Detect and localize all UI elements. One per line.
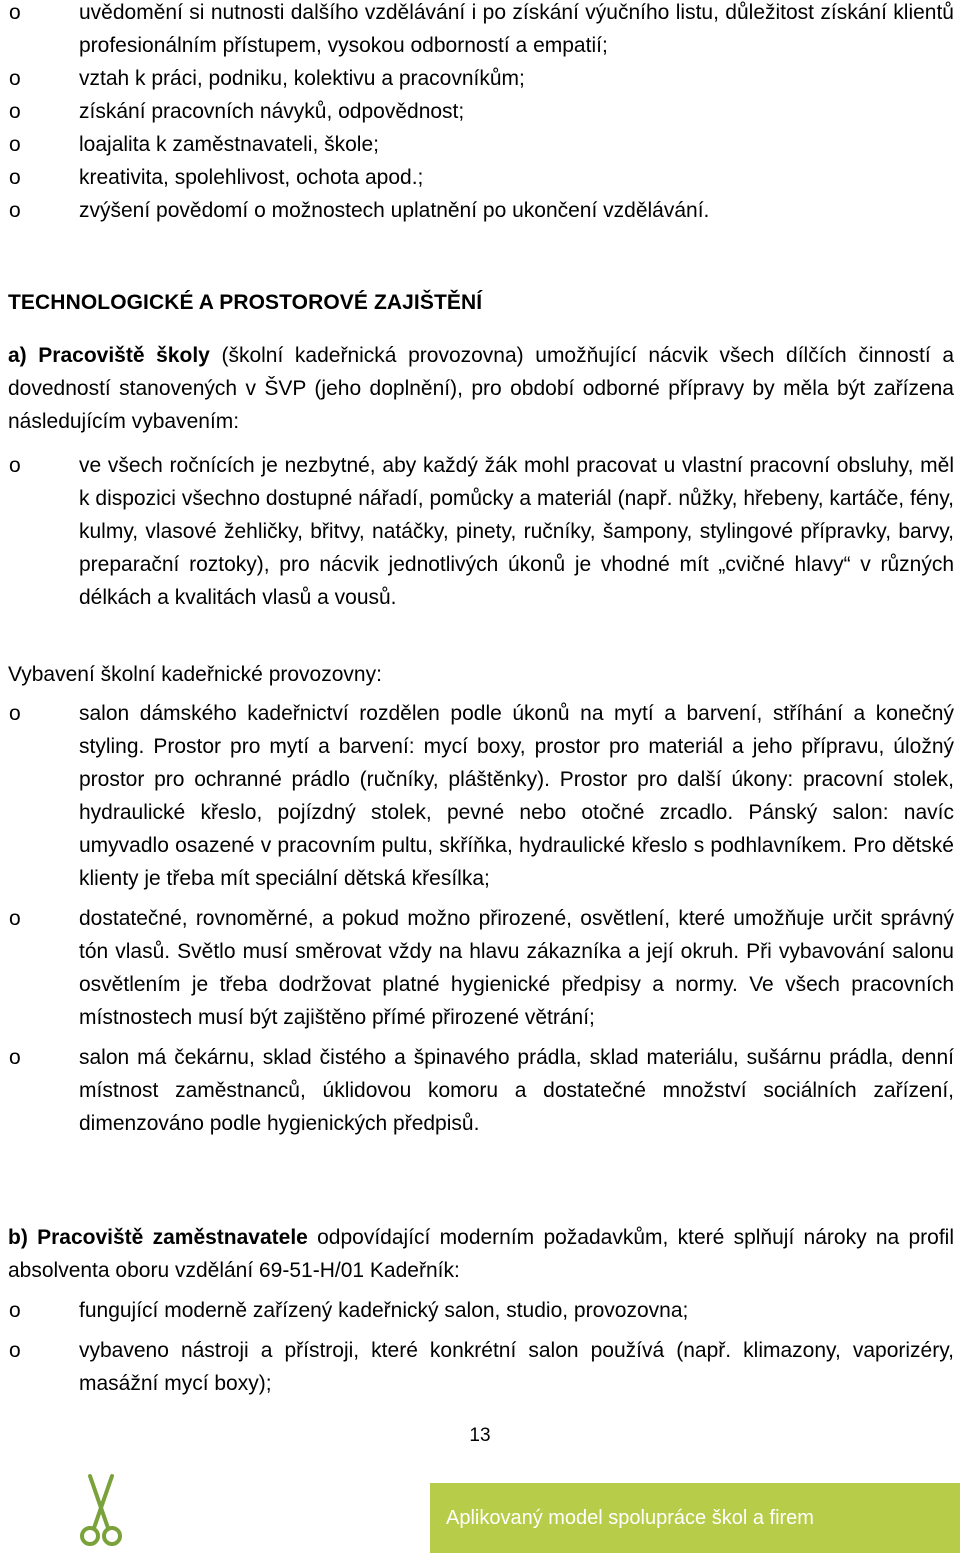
section-title: TECHNOLOGICKÉ A PROSTOROVÉ ZAJIŠTĚNÍ xyxy=(8,291,483,314)
employer-workplace-lead: b) Pracoviště zaměstnavatele xyxy=(8,1226,308,1249)
list-item: o kreativita, spolehlivost, ochota apod.; xyxy=(9,166,424,189)
attitudes-list xyxy=(8,0,954,227)
list-item: o ve všech ročnících je nezbytné, aby každý žák mohl pracovat u vlastní pracovní obsluhy, měl k dispozici všechno dostupné nářadí, pomůcky a materiál (např. nůžky, hřebeny, kartáče, fény, kulmy, vlasové žehličky, břitvy, natáčky, pinety, ručníky, šampony, stylingové přípravky, barvy, preparační roztoky), pro nácvik jednotlivých úkonů je vhodné mít „cvičné hlavy“ v různých délkách a kvalitách vlasů a vousů. xyxy=(9,454,954,609)
employer-workplace-block xyxy=(8,1221,954,1400)
list-item: o získání pracovních návyků, odpovědnost; xyxy=(9,100,465,123)
list-item: o fungující moderně zařízený kadeřnický salon, studio, provozovna; xyxy=(9,1299,689,1322)
footer-banner xyxy=(430,1483,960,1553)
equipment-block xyxy=(8,658,954,1140)
page-number: 13 xyxy=(469,1425,491,1446)
list-item: o uvědomění si nutnosti dalšího vzdělávání i po získání výučního listu, důležitost získání klientů profesionálním přístupem, vysokou odborností a empatií; xyxy=(9,1,954,57)
list-item: o vztah k práci, podniku, kolektivu a pracovníkům; xyxy=(9,67,525,90)
employer-workplace-list xyxy=(8,1294,954,1400)
list-item: o dostatečné, rovnoměrné, a pokud možno přirozené, osvětlení, které umožňuje určit správný tón vlasů. Světlo musí směrovat vždy na hlavu zákazníka a její okruh. Při vybavování salonu osvětlením je třeba dodržovat platné hygienické předpisy a normy. Ve všech pracovních místnostech musí být zajištěno přímé přirozené větrání; xyxy=(9,907,954,1029)
list-item: o zvýšení povědomí o možnostech uplatnění po ukončení vzdělávání. xyxy=(9,199,710,222)
list-item: o salon dámského kadeřnictví rozdělen podle úkonů na mytí a barvení, stříhání a konečný styling. Prostor pro mytí a barvení: mycí boxy, prostor pro materiál a jeho přípravu, úložný prostor pro ochranné prádlo (ručníky, pláštěnky). Prostor pro další úkony: pracovní stolek, hydraulické křeslo, pojízdný stolek, pevné nebo otočné zrcadlo. Pánský salon: navíc umyvadlo osazené v pracovním pultu, skříňka, hydraulické křeslo s podhlavníkem. Pro dětské klienty je třeba mít speciální dětská křesílka; xyxy=(9,702,954,890)
equipment-list xyxy=(8,697,954,1140)
employer-workplace-paragraph: b) Pracoviště zaměstnavatele odpovídající moderním požadavkům, které splňují nároky na profil absolventa oboru vzdělání 69-51-H/01 Kadeřník: xyxy=(8,1226,954,1282)
list-item: o vybaveno nástroji a přístroji, které konkrétní salon používá (např. klimazony, vaporizéry, masážní mycí boxy); xyxy=(9,1339,954,1395)
list-item: o loajalita k zaměstnavateli, škole; xyxy=(9,133,379,156)
footer-text: Aplikovaný model spolupráce škol a firem xyxy=(446,1507,814,1529)
school-workplace-block xyxy=(8,339,954,614)
equipment-heading: Vybavení školní kadeřnické provozovny: xyxy=(8,663,382,686)
list-item: o salon má čekárnu, sklad čistého a špinavého prádla, sklad materiálu, sušárnu prádla, denní místnost zaměstnanců, úklidovou komoru a dostatečné množství sociálních zařízení, dimenzováno podle hygienických předpisů. xyxy=(9,1046,954,1135)
school-workplace-list xyxy=(8,449,954,614)
school-workplace-lead: a) Pracoviště školy xyxy=(8,344,210,367)
scissors-icon xyxy=(76,1470,126,1550)
school-workplace-paragraph: a) Pracoviště školy (školní kadeřnická provozovna) umožňující nácvik všech dílčích činností a dovedností stanovených v ŠVP (jeho doplnění), pro období odborné přípravy by měla být zařízena následujícím vybavením: xyxy=(8,344,954,433)
